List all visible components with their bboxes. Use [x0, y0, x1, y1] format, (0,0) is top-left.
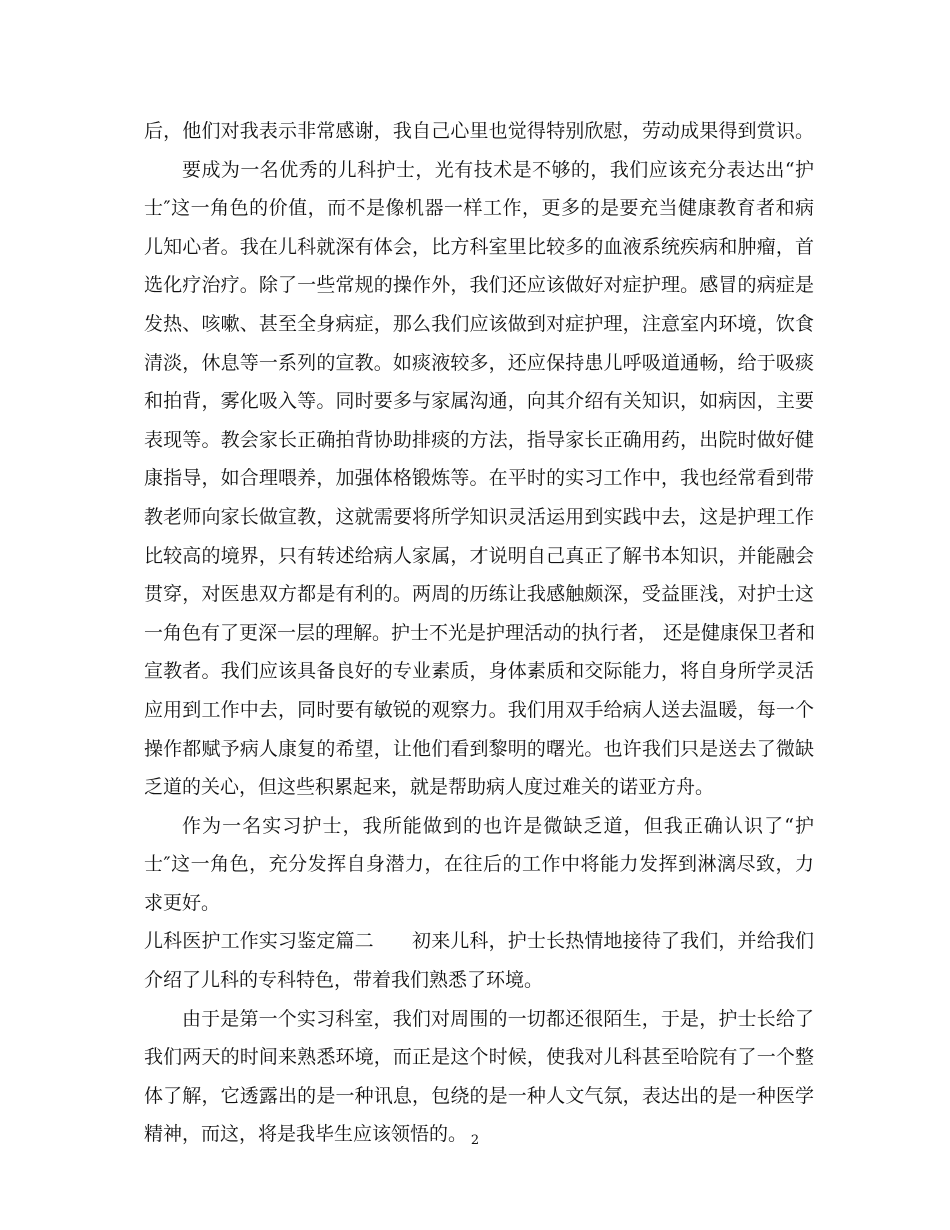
text-line: 要成为一名优秀的儿科护士，光有技术是不够的，我们应该充分表达出“护: [182, 158, 814, 181]
text-line: 士″这一角色，充分发挥自身潜力，在往后的工作中将能力发挥到淋漓尽致，力: [144, 853, 814, 876]
text-line: 士″这一角色的价值，而不是像机器一样工作，更多的是要充当健康教育者和病: [144, 197, 814, 220]
text-line: 选化疗治疗。除了一些常规的操作外，我们还应该做好对症护理。感冒的病症是: [144, 274, 814, 297]
text-line: 介绍了儿科的专科特色，带着我们熟悉了环境。: [144, 969, 544, 992]
text-line: 操作都赋予病人康复的希望，让他们看到黎明的曙光。也许我们只是送去了微缺: [144, 737, 814, 760]
page-number: 2: [470, 1133, 480, 1148]
text-line: 一角色有了更深一层的理解。护士不光是护理活动的执行者， 还是健康保卫者和: [144, 621, 816, 644]
text-line: 求更好。: [144, 891, 221, 914]
text-line: 精神，而这，将是我毕生应该领悟的。: [144, 1123, 468, 1146]
text-line: 比较高的境界，只有转述给病人家属，才说明自己真正了解书本知识，并能融会: [144, 544, 814, 567]
text-line: 贯穿，对医患双方都是有利的。两周的历练让我感触颇深，受益匪浅，对护士这: [144, 583, 814, 606]
text-line: 和拍背，雾化吸入等。同时要多与家属沟通，向其介绍有关知识，如病因，主要: [144, 390, 814, 413]
text-line: 我们两天的时间来熟悉环境，而正是这个时候，使我对儿科甚至哈院有了一个整: [144, 1046, 814, 1069]
text-line: 教老师向家长做宣教，这就需要将所学知识灵活运用到实践中去，这是护理工作: [144, 505, 814, 528]
text-line: 后，他们对我表示非常感谢，我自己心里也觉得特别欣慰，劳动成果得到赏识。: [144, 120, 814, 142]
text-line: 表现等。教会家长正确拍背协助排痰的方法，指导家长正确用药，出院时做好健: [144, 428, 814, 451]
text-line: 应用到工作中去，同时要有敏锐的观察力。我们用双手给病人送去温暖，每一个: [144, 698, 814, 721]
document-body: [144, 112, 814, 1154]
text-line: 儿知心者。我在儿科就深有体会，比方科室里比较多的血液系统疾病和肿瘤，首: [144, 235, 814, 258]
text-line: 乏道的关心，但这些积累起来，就是帮助病人度过难关的诺亚方舟。: [144, 776, 715, 799]
text-line: 体了解，它透露出的是一种讯息，包绕的是一种人文气氛，表达出的是一种医学: [144, 1084, 814, 1107]
section-heading-line: 儿科医护工作实习鉴定篇二 初来儿科，护士长热情地接待了我们，并给我们: [144, 930, 814, 953]
text-line: 发热、咳嗽、甚至全身病症，那么我们应该做到对症护理，注意室内环境，饮食: [144, 312, 814, 335]
text-line: 康指导，如合理喂养，加强体格锻炼等。在平时的实习工作中，我也经常看到带: [144, 467, 814, 490]
text-line: 作为一名实习护士，我所能做到的也许是微缺乏道，但我正确认识了“护: [182, 814, 814, 837]
text-line: 宣教者。我们应该具备良好的专业素质，身体素质和交际能力，将自身所学灵活: [144, 660, 814, 683]
text-line: 清淡，休息等一系列的宣教。如痰液较多，还应保持患儿呼吸道通畅，给于吸痰: [144, 351, 814, 374]
text-line: 由于是第一个实习科室，我们对周围的一切都还很陌生，于是，护士长给了: [182, 1007, 814, 1030]
